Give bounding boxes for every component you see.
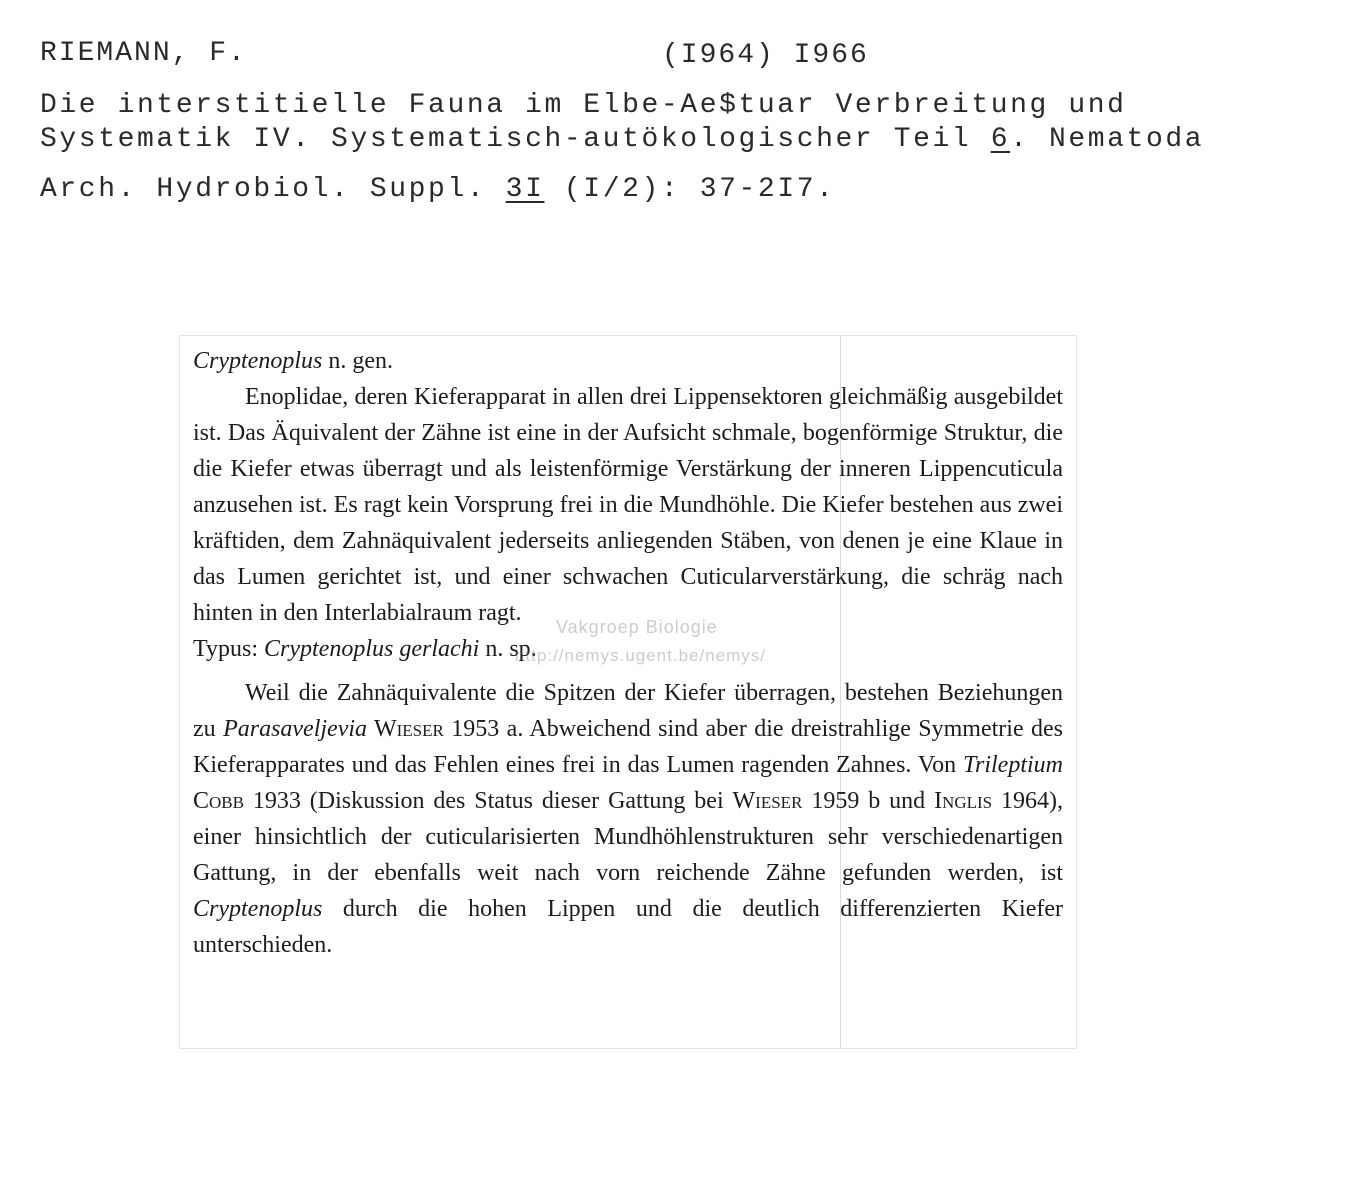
discussion-text-5: 1964), einer hinsichtlich der cuticularisierten Mundhöhlenstrukturen sehr verschiedenartigen Gattung, in der ebenfalls weit nach vorn reichende Zähne gefunden werden, ist [193,788,1064,886]
card-journal-pages: (I/2): 37-2I7. [544,174,836,205]
card-year: (I964) I966 [662,40,869,71]
genus-ref-cryptenoplus: Cryptenoplus [193,896,323,922]
pasted-clipping [179,335,1077,1049]
typus-label: Typus: [193,636,264,662]
discussion-text-1: Weil die Zahnäquivalente die Spitzen der Kiefer überragen, bestehen Beziehungen zu [193,680,1063,742]
card-journal-text: Arch. Hydrobiol. Suppl. [40,174,506,205]
discussion-text-3: 1933 (Diskussion des Status dieser Gattung bei [243,788,733,814]
card-journal-line [40,176,836,204]
card-journal-volume: 3I [505,174,545,205]
genus-suffix: n. gen. [322,348,393,374]
watermark-institution: Vakgroep Biologie [556,617,718,637]
genus-ref-trileptium: Trileptium [962,752,1063,778]
typus-species: Cryptenoplus gerlachi [264,636,480,662]
genus-heading [193,343,1063,379]
discussion-text-6: durch die hohen Lippen und die deutlich differenzierten Kiefer unterschieden. [193,896,1063,958]
discussion-text-4: 1959 b und [802,788,935,814]
author-ref-inglis: Inglis [934,788,993,814]
genus-name: Cryptenoplus [193,348,323,374]
author-ref-cobb: Cobb [193,788,244,814]
discussion-text-2: 1953 a. Abweichend sind aber die dreistrahlige Symmetrie des Kieferapparates und das Fehlen eines frei in das Lumen ragenden Zahnes. Von [193,716,1063,778]
author-ref-wieser-2: Wieser [732,788,803,814]
card-title-line-2-text: Systematik IV. Systematisch-autökologischer Teil [40,124,991,155]
card-title-line-1: Die interstitielle Fauna im Elbe-Ae$tuar Verbreitung und [40,90,1127,121]
card-author: RIEMANN, F. [40,38,247,69]
genus-description: Enoplidae, deren Kieferapparat in allen drei Lippensektoren gleichmäßig ausgebildet ist. Das Äquivalent der Zähne ist eine in der Aufsicht schmale, bogenförmige Struktur, die die Kiefer etwas überragt und als leistenförmige Verstärkung der inneren Lippencuticula anzusehen ist. Es ragt kein Vorsprung frei in die Mundhöhle. Die Kiefer bestehen aus zwei kräftiden, dem Zahnäquivalent jederseits anliegenden Stäben, von denen je eine Klaue in das Lumen gerichtet ist, und einer schwachen Cuticularverstärkung, die schräg nach hinten in den Interlabialraum ragt. [193,384,1063,626]
genus-ref-parasaveljevia: Parasaveljevia [223,716,368,742]
author-ref-wieser: Wieser [367,716,444,742]
discussion-paragraph [193,675,1063,963]
card-title-line-2 [40,126,1204,154]
card-title-line-2-end: . Nematoda [1010,124,1205,155]
card-part-number: 6 [990,124,1011,155]
watermark-url: http://nemys.ugent.be/nemys/ [515,646,767,665]
typus-suffix: n. sp. [479,636,537,662]
